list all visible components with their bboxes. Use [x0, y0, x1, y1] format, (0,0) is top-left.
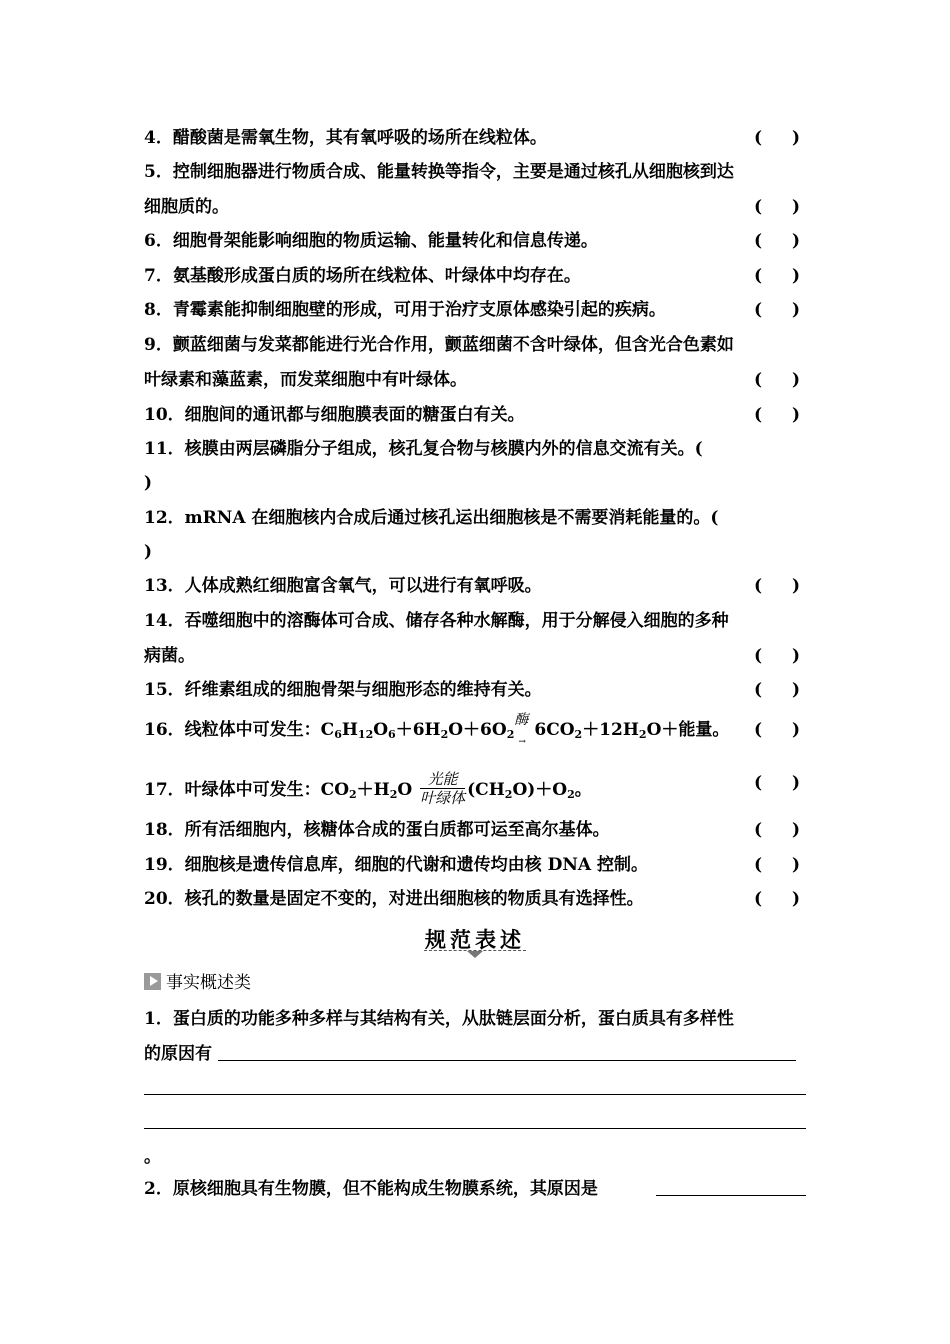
- answer-blank[interactable]: [656, 1195, 806, 1196]
- judgement-item-20: 20．核孔的数量是固定不变的，对进出细胞核的物质具有选择性。 ( ): [144, 889, 800, 909]
- question-2: 2．原核细胞具有生物膜，但不能构成生物膜系统，其原因是: [144, 1179, 598, 1199]
- judgement-item-16: 16．线粒体中可发生：$C_6H_{12}O_6+6H_2O+6O_2$ 酶 → $6CO_2+12H_2O+$能量。 ( ): [144, 712, 800, 747]
- question-1-cont: 的原因有: [144, 1044, 212, 1064]
- judgement-item-12: 12．mRNA 在细胞核内合成后通过核孔运出细胞核是不需要消耗能量的。(: [144, 508, 719, 528]
- answer-blank[interactable]: [218, 1060, 796, 1061]
- judgement-item-11-cont[interactable]: ): [144, 473, 153, 493]
- judgement-item-7: 7．氨基酸形成蛋白质的场所在线粒体、叶绿体中均存在。 ( ): [144, 266, 800, 286]
- judgement-item-6: 6．细胞骨架能影响细胞的物质运输、能量转化和信息传递。 ( ): [144, 231, 800, 251]
- respiration-equation: $C_6H_{12}O_6+6H_2O+6O_2$ 酶 → $6CO_2+12H_2O+$: [320, 712, 679, 747]
- category-label: 事实概述类: [166, 973, 251, 993]
- reaction-condition: $\frac{\text{光能}}{\text{叶绿体}}$: [420, 770, 466, 807]
- play-icon: [144, 973, 161, 990]
- judgement-item-4: 4．醋酸菌是需氧生物，其有氧呼吸的场所在线粒体。 ( ): [144, 128, 800, 148]
- judgement-item-15: 15．纤维素组成的细胞骨架与细胞形态的维持有关。 ( ): [144, 680, 800, 700]
- answer-blank[interactable]: [144, 1128, 806, 1129]
- judgement-item-11: 11．核膜由两层磷脂分子组成，核孔复合物与核膜内外的信息交流有关。(: [144, 439, 703, 459]
- judgement-item-8: 8．青霉素能抑制细胞壁的形成，可用于治疗支原体感染引起的疾病。 ( ): [144, 300, 800, 320]
- judgement-item-13: 13．人体成熟红细胞富含氧气，可以进行有氧呼吸。 ( ): [144, 576, 800, 596]
- question-1: 1．蛋白质的功能多种多样与其结构有关，从肽链层面分析，蛋白质具有多样性: [144, 1009, 734, 1029]
- judgement-item-12-cont[interactable]: ): [144, 542, 153, 562]
- question-1-end: 。: [144, 1147, 161, 1167]
- enzyme-condition: 酶 →: [514, 712, 529, 747]
- judgement-item-14: 14．吞噬细胞中的溶酶体可合成、储存各种水解酶，用于分解侵入细胞的多种: [144, 611, 729, 631]
- judgement-item-9-cont: 叶绿素和藻蓝素，而发菜细胞中有叶绿体。 ( ): [144, 370, 800, 390]
- judgement-item-9: 9．颤蓝细菌与发菜都能进行光合作用，颤蓝细菌不含叶绿体，但含光合色素如: [144, 335, 734, 355]
- judgement-item-19: 19．细胞核是遗传信息库，细胞的代谢和遗传均由核 DNA 控制。 ( ): [144, 855, 800, 875]
- judgement-item-17: 17．叶绿体中可发生：$CO_2+H_2O$ $\frac{\text{光能}}{\text{叶绿体}}$ $(CH_2O)+O_2$。 ( ): [144, 770, 800, 807]
- judgement-item-5: 5．控制细胞器进行物质合成、能量转换等指令，主要是通过核孔从细胞核到达: [144, 162, 734, 182]
- section-title: 规范表述: [425, 927, 525, 952]
- judgement-item-5-cont: 细胞质的。 ( ): [144, 197, 800, 217]
- judgement-item-10: 10．细胞间的通讯都与细胞膜表面的糖蛋白有关。 ( ): [144, 405, 800, 425]
- triangle-down-icon: [467, 951, 483, 958]
- photosynthesis-equation: $CO_2+H_2O$: [320, 780, 419, 801]
- judgement-item-14-cont: 病菌。 ( ): [144, 646, 800, 666]
- answer-blank[interactable]: [144, 1094, 806, 1095]
- judgement-item-18: 18．所有活细胞内，核糖体合成的蛋白质都可运至高尔基体。 ( ): [144, 820, 800, 840]
